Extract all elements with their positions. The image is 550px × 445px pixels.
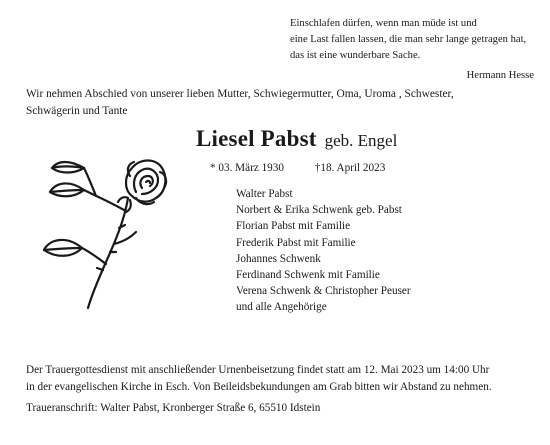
deceased-full-name: Liesel Pabst [196,126,317,151]
family-member: und alle Angehörige [236,301,327,314]
service-info [26,362,538,396]
intro-line: Wir nehmen Abschied von unserer lieben Mutter, Schwiegermutter, Oma, Uroma , Schwester, [26,88,454,100]
service-line: Der Trauergottesdienst mit anschließender Urnenbeisetzung findet statt am 12. Mai 2023 um 14:00 Uhr [26,364,490,376]
rose-icon [40,152,170,312]
deceased-name [196,126,397,152]
life-dates [210,162,385,174]
poem-author: Hermann Hesse [466,70,534,81]
family-member: Johannes Schwenk [236,252,321,265]
family-member: Frederik Pabst mit Familie [236,236,356,249]
poem-line: eine Last fallen lassen, die man sehr lange getragen hat, [290,34,527,45]
death-date: †18. April 2023 [314,162,386,174]
family-member: Norbert & Erika Schwenk geb. Pabst [236,204,402,217]
family-list [236,186,411,316]
poem-line: Einschlafen dürfen, wenn man müde ist und [290,18,477,29]
family-member: Florian Pabst mit Familie [236,220,351,233]
mourning-address: Traueranschrift: Walter Pabst, Kronberger Straße 6, 65510 Idstein [26,402,321,414]
intro-text [26,86,536,120]
family-member: Verena Schwenk & Christopher Peuser [236,285,411,298]
deceased-birth-name: geb. Engel [324,131,398,150]
birth-date: * 03. März 1930 [210,162,284,174]
family-member: Ferdinand Schwenk mit Familie [236,269,380,282]
poem [290,16,542,84]
poem-line: das ist eine wunderbare Sache. [290,50,421,61]
intro-line: Schwägerin und Tante [26,105,128,117]
family-member: Walter Pabst [236,188,293,200]
service-line: in der evangelischen Kirche in Esch. Von Beileidsbekundungen am Grab bitten wir Abstand zu nehmen. [26,381,492,393]
